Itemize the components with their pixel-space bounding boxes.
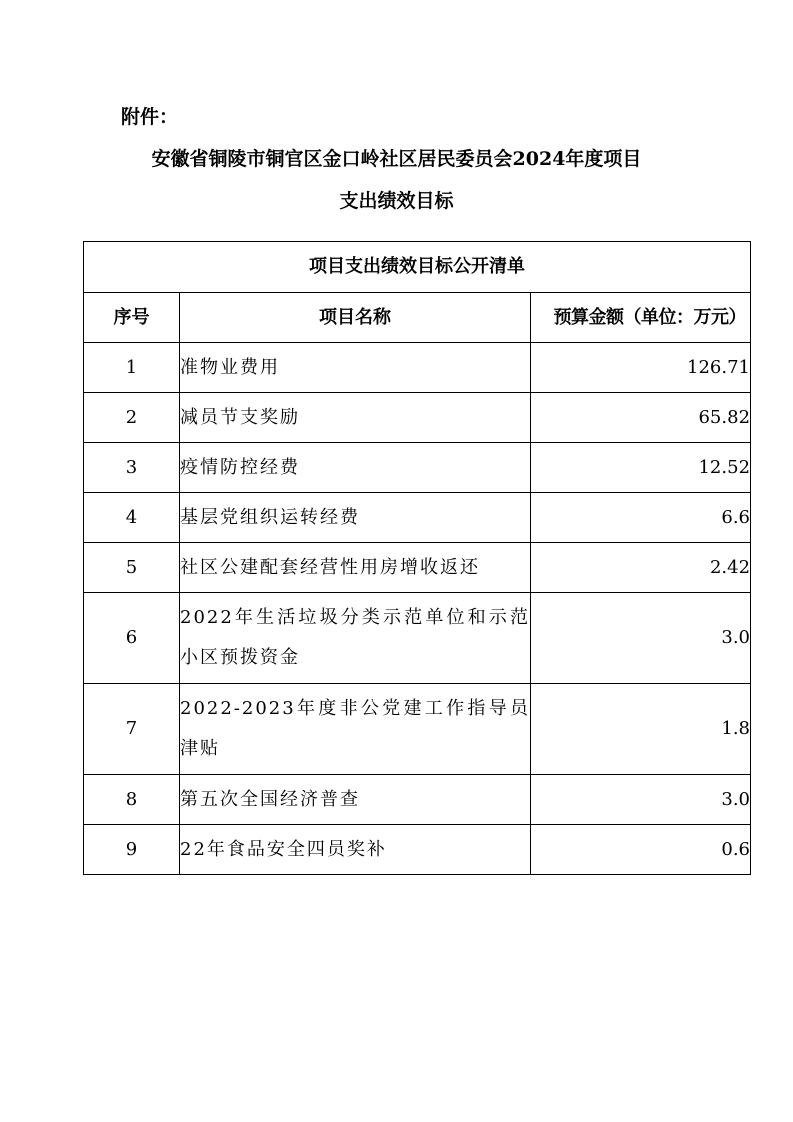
row-amount: 3.0	[531, 775, 751, 825]
table-row	[84, 593, 751, 684]
header-seq: 序号	[84, 293, 180, 343]
row-name-text: 疫情防控经费	[180, 456, 300, 478]
table-caption: 项目支出绩效目标公开清单	[84, 242, 751, 293]
document-title: 安徽省铜陵市铜官区金口岭社区居民委员会2024年度项目	[151, 148, 642, 170]
row-name	[180, 593, 531, 684]
document-subtitle: 支出绩效目标	[339, 190, 454, 212]
row-name	[180, 775, 531, 825]
row-seq: 6	[84, 593, 180, 684]
row-name-text: 第五次全国经济普查	[180, 788, 360, 810]
table-row	[84, 493, 751, 543]
row-seq: 2	[84, 393, 180, 443]
row-amount: 126.71	[531, 343, 751, 393]
row-amount: 6.6	[531, 493, 751, 543]
table-caption-row	[84, 242, 751, 293]
row-seq: 3	[84, 443, 180, 493]
row-name-text: 基层党组织运转经费	[180, 506, 360, 528]
table-row	[84, 393, 751, 443]
row-name-text: 2022年生活垃圾分类示范单位和示范小区预拨资金	[180, 607, 530, 668]
row-amount: 0.6	[531, 825, 751, 875]
attachment-label: 附件：	[121, 106, 179, 128]
row-name	[180, 825, 531, 875]
row-amount: 1.8	[531, 684, 751, 775]
row-name-text: 社区公建配套经营性用房增收返还	[180, 556, 480, 578]
table-row	[84, 343, 751, 393]
table-row	[84, 443, 751, 493]
row-name	[180, 393, 531, 443]
row-name	[180, 543, 531, 593]
row-seq: 9	[84, 825, 180, 875]
row-name-text: 减员节支奖励	[180, 406, 300, 428]
budget-table	[83, 241, 751, 875]
row-name-text: 准物业费用	[180, 356, 280, 378]
table-header-row	[84, 293, 751, 343]
row-amount: 3.0	[531, 593, 751, 684]
row-name	[180, 343, 531, 393]
row-amount: 12.52	[531, 443, 751, 493]
row-seq: 1	[84, 343, 180, 393]
row-name	[180, 684, 531, 775]
row-amount: 65.82	[531, 393, 751, 443]
header-amount: 预算金额（单位：万元）	[531, 293, 751, 343]
row-amount: 2.42	[531, 543, 751, 593]
table-row	[84, 543, 751, 593]
row-seq: 7	[84, 684, 180, 775]
table-row	[84, 825, 751, 875]
row-seq: 5	[84, 543, 180, 593]
row-seq: 8	[84, 775, 180, 825]
table-row	[84, 684, 751, 775]
row-name-text: 22年食品安全四员奖补	[180, 838, 387, 860]
row-name	[180, 493, 531, 543]
table-row	[84, 775, 751, 825]
row-name	[180, 443, 531, 493]
row-seq: 4	[84, 493, 180, 543]
row-name-text: 2022-2023年度非公党建工作指导员津贴	[180, 698, 530, 759]
header-name: 项目名称	[180, 293, 531, 343]
